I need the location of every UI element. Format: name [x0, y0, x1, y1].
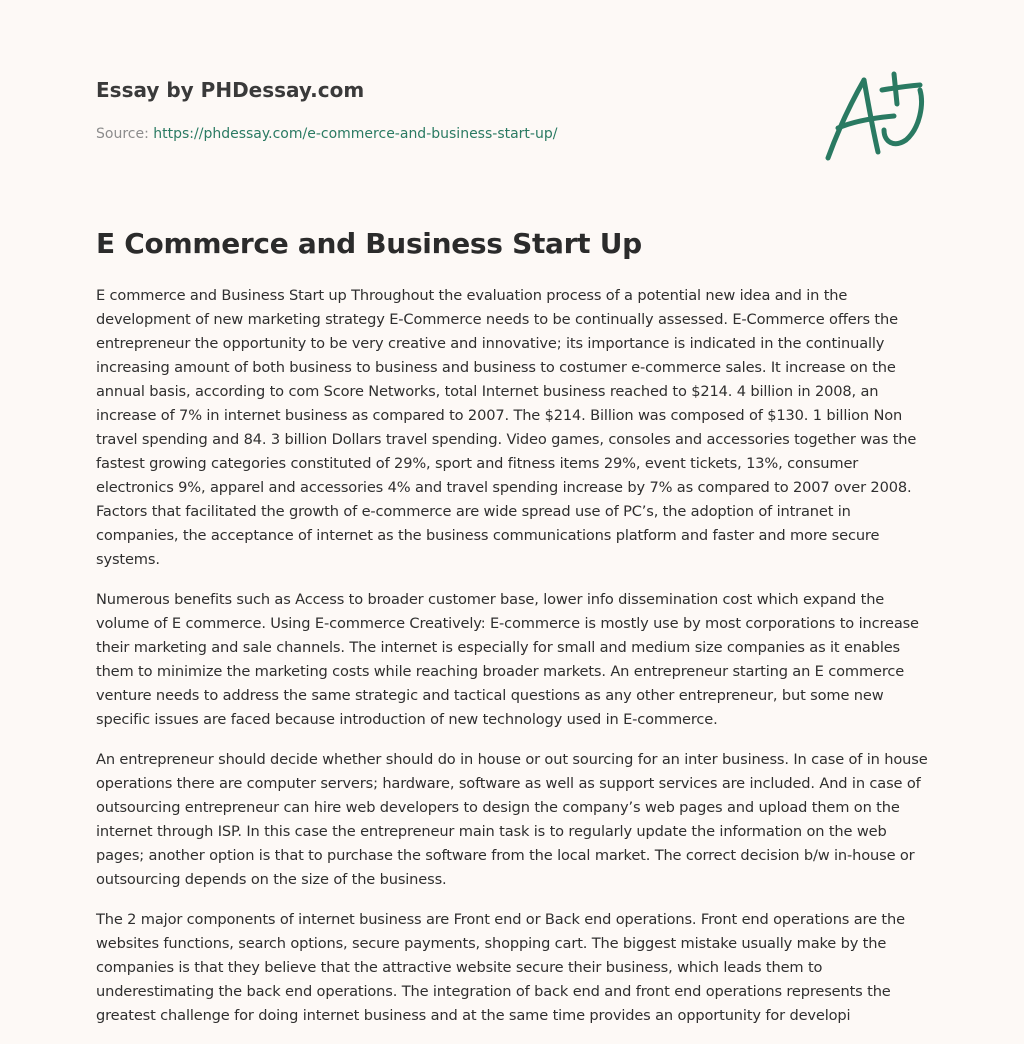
essay-content — [96, 224, 928, 1044]
essay-paragraph: The 2 major components of internet business are Front end or Back end operations. Front end operations are the websites functions, search options, secure payments, shopping cart. The biggest mistake usually make by the companies is that they believe that the attractive website secure their business, which leads them to underestimating the back end operations. The integration of back end and front end operations represents the greatest challenge for doing internet business and at the same time provides an opportunity for developi — [96, 911, 905, 1024]
source-label: Source: — [96, 126, 149, 142]
essay-paragraph: E commerce and Business Start up Throughout the evaluation process of a potential new idea and in the development of new marketing strategy E-Commerce needs to be continually assessed. E-Commerce offers the entrepreneur the opportunity to be very creative and innovative; its importance is indicated in the continually increasing amount of both business to business and business to costumer e-commerce sales. It increase on the annual basis, according to com Score Networks, total Internet business reached to $214. 4 billion in 2008, an increase of 7% in internet business as compared to 2007. The $214. Billion was composed of $130. 1 billion Non travel spending and 84. 3 billion Dollars travel spending. Video games, consoles and accessories together was the fastest growing categories constituted of 29%, sport and fitness items 29%, event tickets, 13%, consumer electronics 9%, apparel and accessories 4% and travel spending increase by 7% as compared to 2007 over 2008. Factors that facilitated the growth of e-commerce are wide spread use of PC’s, the adoption of intranet in companies, the acceptance of internet as the business communications platform and faster and more secure systems. — [96, 287, 917, 568]
a-plus-logo-icon — [822, 68, 930, 164]
site-title: Essay by PHDessay.com — [96, 78, 365, 102]
source-link[interactable]: https://phdessay.com/e-commerce-and-business-start-up/ — [153, 126, 558, 142]
source-line — [96, 124, 816, 144]
page-header — [96, 76, 816, 144]
essay-title: E Commerce and Business Start Up — [96, 227, 642, 260]
essay-paragraph: An entrepreneur should decide whether should do in house or out sourcing for an inter business. In case of in house operations there are computer servers; hardware, software as well as support services are included. And in case of outsourcing entrepreneur can hire web developers to design the company’s web pages and upload them on the internet through ISP. In this case the entrepreneur main task is to regularly update the information on the web pages; another option is that to purchase the software from the local market. The correct decision b/w in-house or outsourcing depends on the size of the business. — [96, 751, 928, 888]
essay-paragraph: Numerous benefits such as Access to broader customer base, lower info dissemination cost which expand the volume of E commerce. Using E-commerce Creatively: E-commerce is mostly use by most corporations to increase their marketing and sale channels. The internet is especially for small and medium size companies as it enables them to minimize the marketing costs while reaching broader markets. An entrepreneur starting an E commerce venture needs to address the same strategic and tactical questions as any other entrepreneur, but some new specific issues are faced because introduction of new technology used in E-commerce. — [96, 591, 919, 728]
